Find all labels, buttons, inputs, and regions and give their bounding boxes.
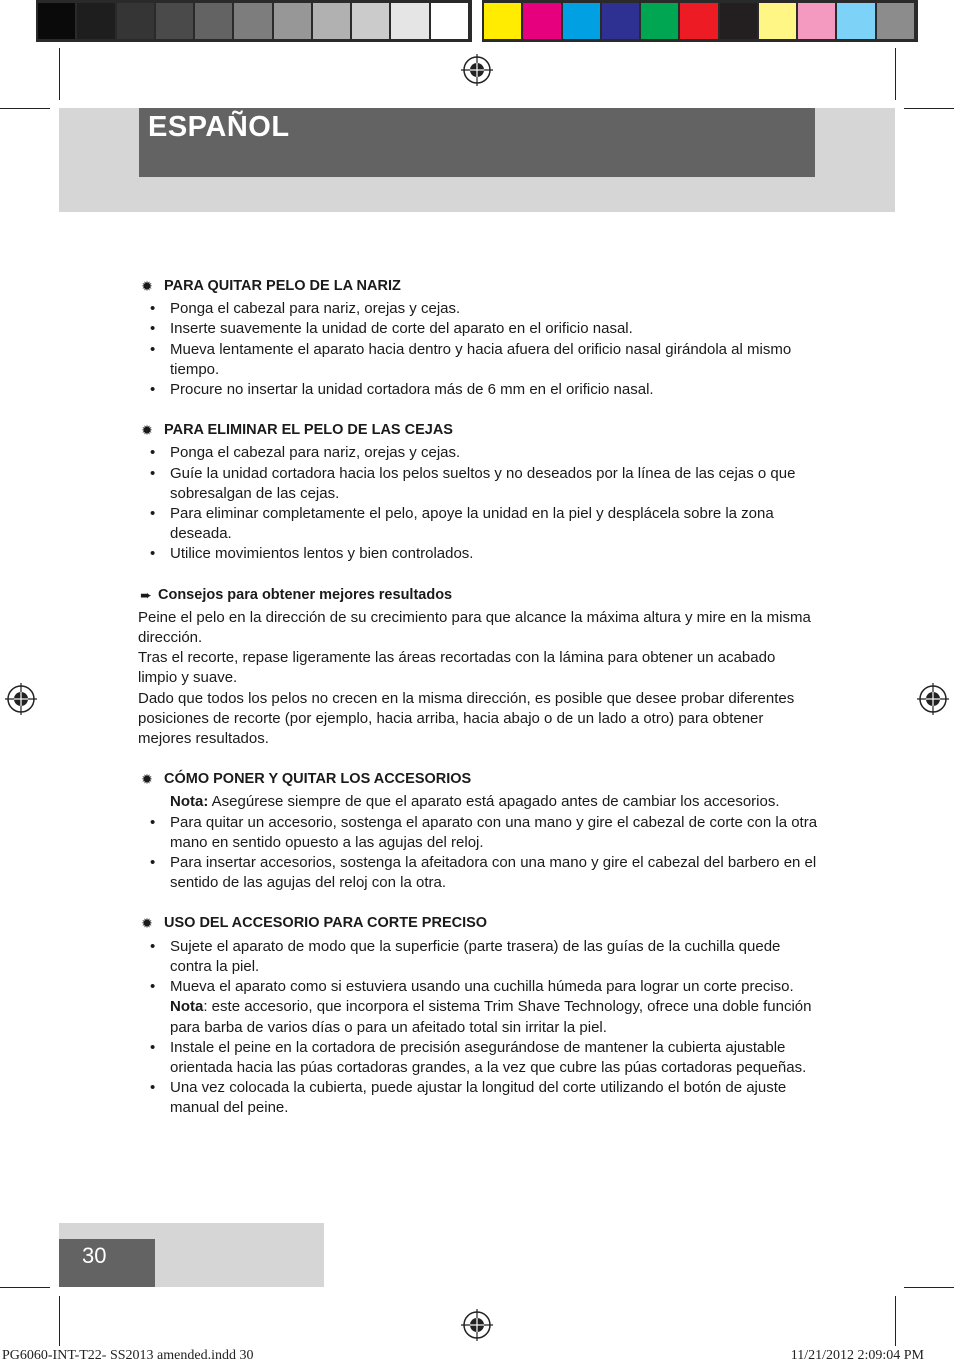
page-number-box [59,1239,155,1287]
page-title: ESPAÑOL [148,111,290,143]
color-swatch [798,3,835,39]
color-swatch [117,3,154,39]
list-item: • Mueva lentamente el aparato hacia dentro y hacia afuera del orificio nasal girándola al mismo tiempo. [150,340,792,378]
grayscale-color-bar [36,0,472,42]
color-swatch [602,3,639,39]
registration-mark-icon [461,1309,493,1341]
crop-mark [904,108,954,109]
tips-paragraphs [138,608,818,749]
list-item: • Ponga el cabezal para nariz, orejas y cejas. [150,300,461,318]
list-item: • Sujete el aparato de modo que la superficie (parte trasera) de las guías de la cuchilla quede contra la piel. [150,937,781,975]
list-item: • Mueva el aparato como si estuviera usando una cuchilla húmeda para lograr un corte preciso. Nota: este accesorio, que incorpora el sistema Trim Shave Technology, ofrece una doble función para barba de varios días o para un afeitado total sin irritar la piel. [150,978,812,1036]
registration-mark-icon [461,54,493,86]
color-swatch [523,3,560,39]
color-swatch [563,3,600,39]
paragraph: Tras el recorte, repase ligeramente las áreas recortadas con la lámina para obtener un acabado limpio y suave. [138,649,776,687]
color-swatch [641,3,678,39]
color-swatch [156,3,193,39]
page-number: 30 [82,1243,107,1268]
registration-mark-icon [5,683,37,715]
crop-mark [895,1296,896,1346]
note: Nota: Asegúrese siempre de que el aparato está apagado antes de cambiar los accesorios. [170,793,780,811]
tips-heading: ➨ Consejos para obtener mejores resultados [138,585,818,605]
color-swatch [391,3,428,39]
list-item: • Una vez colocada la cubierta, puede ajustar la longitud del corte utilizando el botón de ajuste manual del peine. [150,1079,787,1117]
main-content [138,276,818,1139]
bullet-list [138,443,818,564]
crop-mark [59,1296,60,1346]
crop-mark [904,1287,954,1288]
color-swatch [720,3,757,39]
list-item: • Inserte suavemente la unidad de corte del aparato en el orificio nasal. [150,320,633,338]
color-swatch [680,3,717,39]
list-item: • Guíe la unidad cortadora hacia los pelos sueltos y no deseados por la línea de las cejas o que sobresalgan de las cejas. [150,464,796,502]
print-slug-date: 11/21/2012 2:09:04 PM [790,1348,924,1363]
list-item: • Procure no insertar la unidad cortadora más de 6 mm en el orificio nasal. [150,381,654,399]
registration-mark-icon [917,683,949,715]
paragraph: Peine el pelo en la dirección de su crecimiento para que alcance la máxima altura y mire en la misma dirección. [138,608,811,647]
bullet-list [138,813,818,894]
color-swatch [759,3,796,39]
color-swatch [484,3,521,39]
bullet-list [138,299,818,400]
list-item: • Ponga el cabezal para nariz, orejas y cejas. [150,444,461,462]
color-swatch [837,3,874,39]
color-swatch [352,3,389,39]
color-swatch [38,3,75,39]
paragraph: Dado que todos los pelos no crecen en la misma dirección, es posible que desee probar diferentes posiciones de recorte (por ejemplo, hacia arriba, hacia abajo o de un lado a otro) para obtener mejores resultados. [138,689,795,748]
list-item: • Instale el peine en la cortadora de precisión asegurándose de mantener la cubierta ajustable orientada hacia las púas cortadoras grandes, a la vez que cubre las púas cortadoras pequeñas. [150,1038,807,1076]
crop-mark [59,48,60,100]
crop-mark [895,48,896,100]
bullet-list [138,937,818,1119]
sparkle-icon: ✹ [141,422,153,439]
section-heading: ✹ USO DEL ACCESORIO PARA CORTE PRECISO [138,913,818,933]
section-heading: ✹ PARA ELIMINAR EL PELO DE LAS CEJAS [138,420,818,440]
color-swatch [77,3,114,39]
section-heading: ✹ CÓMO PONER Y QUITAR LOS ACCESORIOS [138,769,818,789]
color-swatch [234,3,271,39]
sparkle-icon: ✹ [141,915,153,932]
crop-mark [0,1287,50,1288]
crop-mark [0,108,50,109]
print-slug-file: PG6060-INT-T22- SS2013 amended.indd 30 [2,1348,254,1363]
color-swatch [274,3,311,39]
list-item: • Para insertar accesorios, sostenga la afeitadora con una mano y gire el cabezal del barbero en el sentido de las agujas del reloj con la otra. [150,854,817,892]
list-item: • Para quitar un accesorio, sostenga el aparato con una mano y gire el cabezal de corte con la otra mano en sentido opuesto a las agujas del reloj. [150,813,818,851]
color-swatch [195,3,232,39]
list-item: • Utilice movimientos lentos y bien controlados. [150,545,474,563]
sparkle-icon: ✹ [141,771,153,788]
color-swatch [877,3,914,39]
arrow-right-icon: ➨ [140,586,152,603]
process-color-bar [482,0,918,42]
list-item: • Para eliminar completamente el pelo, apoye la unidad en la piel y desplácela sobre la zona deseada. [150,505,774,543]
color-swatch [431,3,468,39]
section-heading: ✹ PARA QUITAR PELO DE LA NARIZ [138,276,818,296]
sparkle-icon: ✹ [141,278,153,294]
color-swatch [313,3,350,39]
